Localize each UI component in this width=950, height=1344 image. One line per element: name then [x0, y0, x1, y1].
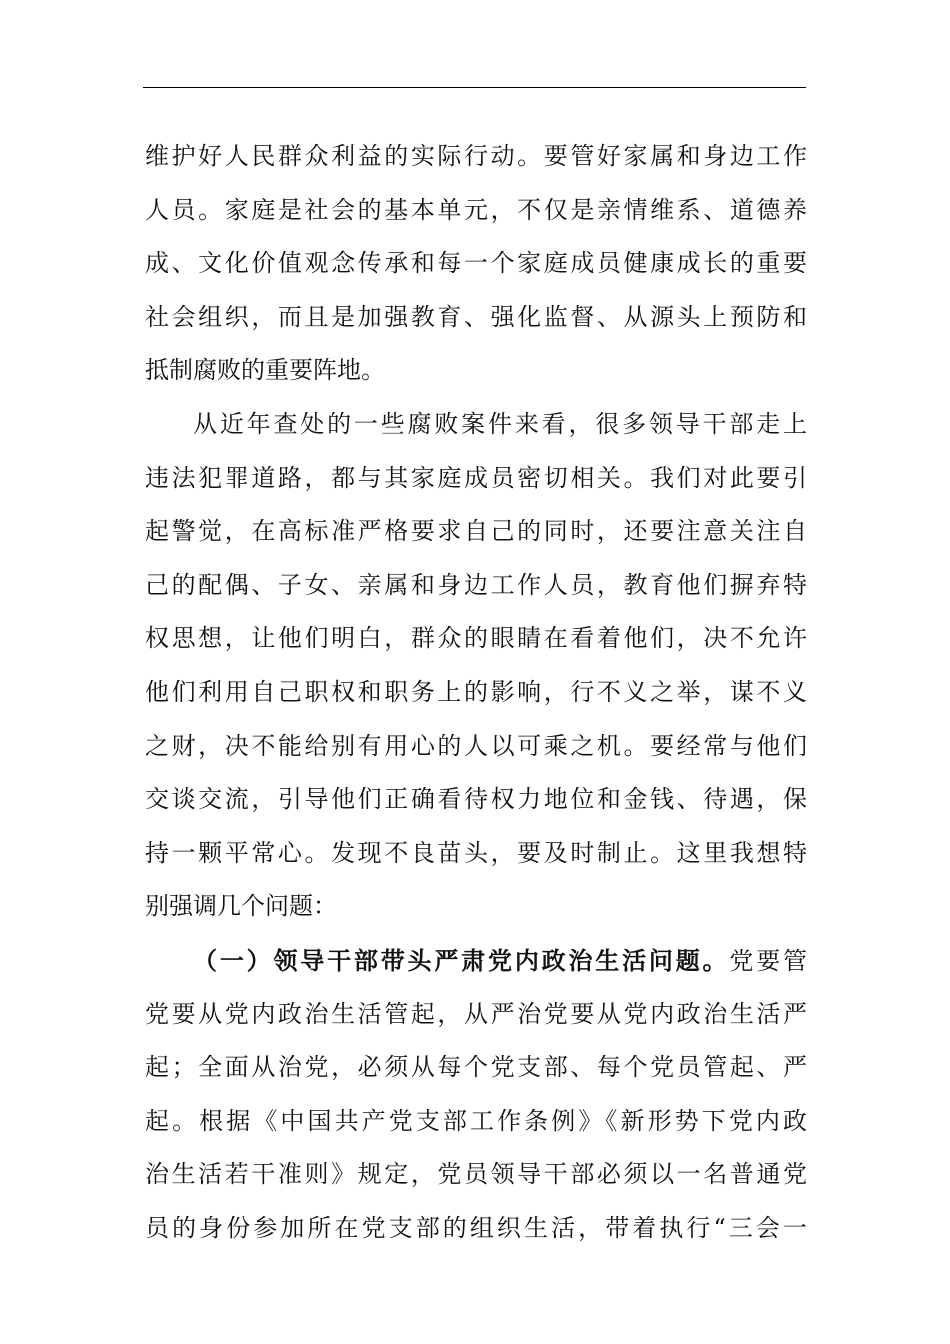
section-heading: （一）领导干部带头严肃党内政治生活问题。 — [193, 945, 730, 975]
text-line: 起。根据《中国共产党支部工作条例》《新形势下党内政 — [145, 1106, 807, 1135]
text-line: 别强调几个问题： — [145, 892, 337, 921]
paragraph-3 — [145, 934, 807, 1256]
text-line: 起警觉，在高标准严格要求自己的同时，还要注意关注自 — [145, 517, 807, 546]
text-line: 员的身份参加所在党支部的组织生活，带着执行“三会一 — [145, 1213, 807, 1242]
document-body — [145, 130, 807, 1255]
text-line: 抵制腐败的重要阵地。 — [145, 356, 385, 385]
text-line: 治生活若干准则》规定，党员领导干部必须以一名普通党 — [145, 1160, 807, 1189]
text-line: 之财，决不能给别有用心的人以可乘之机。要经常与他们 — [145, 731, 807, 760]
text-line: 权思想，让他们明白，群众的眼睛在看着他们，决不允许 — [145, 624, 807, 653]
text-line: 维护好人民群众利益的实际行动。要管好家属和身边工作 — [145, 142, 807, 170]
text-line: 交谈交流，引导他们正确看待权力地位和金钱、待遇，保 — [145, 785, 807, 814]
text-line: 持一颗平常心。发现不良苗头，要及时制止。这里我想特 — [145, 838, 807, 867]
text-line: 己的配偶、子女、亲属和身边工作人员，教育他们摒弃特 — [145, 570, 807, 599]
paragraph-1 — [145, 130, 807, 398]
heading-line-rest: 党要管 — [729, 946, 807, 975]
text-line: 他们利用自己职权和职务上的影响，行不义之举，谋不义 — [145, 677, 807, 706]
section-heading-line — [145, 934, 807, 988]
text-line: 成、文化价值观念传承和每一个家庭成员健康成长的重要 — [145, 249, 807, 278]
header-rule — [143, 87, 806, 88]
text-line: 违法犯罪道路，都与其家庭成员密切相关。我们对此要引 — [145, 463, 807, 492]
text-line: 从近年查处的一些腐败案件来看，很多领导干部走上 — [193, 409, 807, 438]
text-line: 社会组织，而且是加强教育、强化监督、从源头上预防和 — [145, 302, 807, 331]
text-line: 党要从党内政治生活管起，从严治党要从党内政治生活严 — [145, 999, 807, 1028]
text-line: 人员。家庭是社会的基本单元，不仅是亲情维系、道德养 — [145, 195, 807, 224]
text-line: 起；全面从治党，必须从每个党支部、每个党员管起、严 — [145, 1053, 807, 1082]
paragraph-2 — [145, 398, 807, 934]
